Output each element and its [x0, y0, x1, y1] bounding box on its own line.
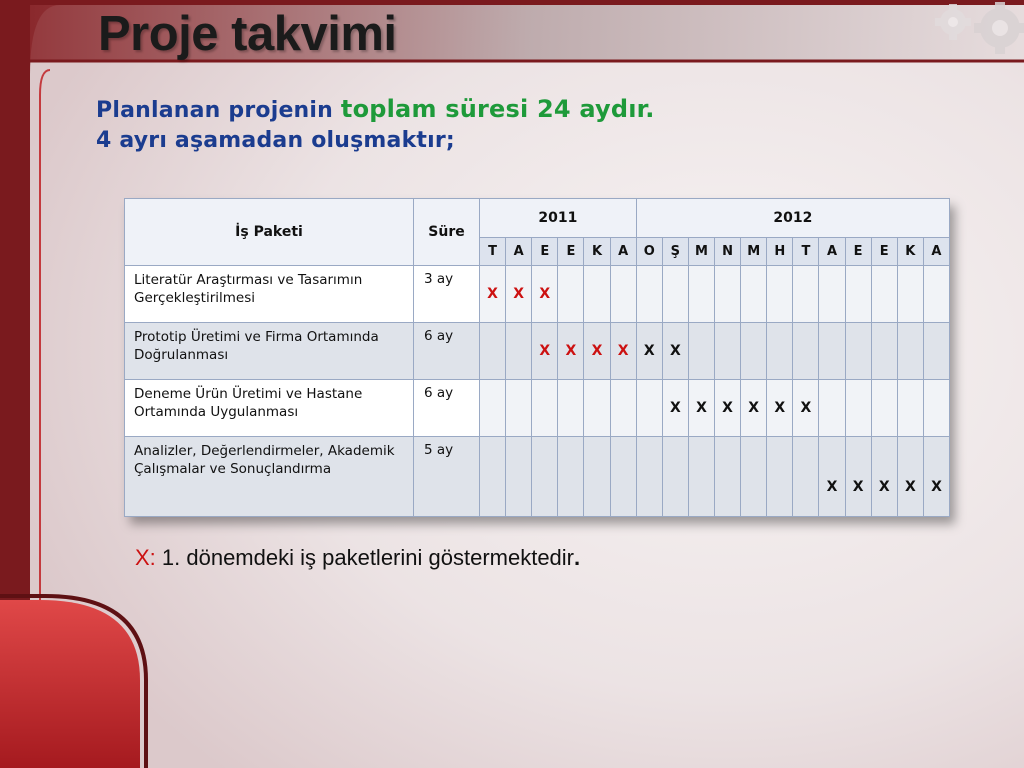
schedule-mark: X [923, 437, 949, 517]
schedule-cell [845, 266, 871, 323]
schedule-cell [741, 266, 767, 323]
schedule-cell [819, 266, 845, 323]
schedule-cell [793, 323, 819, 380]
schedule-cell [584, 437, 610, 517]
schedule-mark: X [532, 266, 558, 323]
schedule-cell [480, 323, 506, 380]
schedule-cell [610, 266, 636, 323]
schedule-mark: X [636, 323, 662, 380]
schedule-cell [793, 266, 819, 323]
schedule-mark: X [793, 380, 819, 437]
task-name: Deneme Ürün Üretimi ve Hastane Ortamında Uygulanması [125, 380, 414, 437]
subtitle-highlight: toplam süresi 24 aydır. [340, 95, 655, 123]
schedule-cell [923, 380, 949, 437]
schedule-cell [819, 380, 845, 437]
subtitle-line-1 [96, 95, 655, 123]
month-header: A [819, 238, 845, 266]
schedule-mark: X [662, 380, 688, 437]
month-header: E [871, 238, 897, 266]
task-duration: 6 ay [414, 380, 480, 437]
schedule-cell [793, 437, 819, 517]
schedule-cell [923, 266, 949, 323]
schedule-cell [584, 266, 610, 323]
month-header: M [688, 238, 714, 266]
task-name: Literatür Araştırması ve Tasarımın Gerçekleştirilmesi [125, 266, 414, 323]
schedule-cell [715, 437, 741, 517]
header-year-2011: 2011 [480, 199, 637, 238]
schedule-cell [506, 380, 532, 437]
month-header: T [480, 238, 506, 266]
schedule-cell [897, 380, 923, 437]
schedule-cell [506, 437, 532, 517]
schedule-mark: X [845, 437, 871, 517]
slide-title: Proje takvimi [98, 7, 397, 61]
schedule-cell [584, 380, 610, 437]
task-duration: 5 ay [414, 437, 480, 517]
schedule-mark: X [897, 437, 923, 517]
schedule-cell [636, 266, 662, 323]
task-name: Analizler, Değerlendirmeler, Akademik Çalışmalar ve Sonuçlandırma [125, 437, 414, 517]
schedule-mark: X [741, 380, 767, 437]
month-header: A [610, 238, 636, 266]
legend-marker: X: [135, 545, 156, 570]
project-schedule-table [124, 198, 950, 517]
corner-accent [0, 600, 140, 768]
task-duration: 3 ay [414, 266, 480, 323]
schedule-cell [741, 437, 767, 517]
table-row [125, 437, 950, 517]
schedule-cell [688, 266, 714, 323]
month-header: H [767, 238, 793, 266]
month-header: N [715, 238, 741, 266]
schedule-cell [845, 323, 871, 380]
schedule-cell [871, 323, 897, 380]
schedule-mark: X [715, 380, 741, 437]
schedule-cell [715, 266, 741, 323]
month-header: K [584, 238, 610, 266]
schedule-mark: X [610, 323, 636, 380]
month-header: T [793, 238, 819, 266]
schedule-cell [897, 323, 923, 380]
schedule-cell [688, 323, 714, 380]
subtitle-prefix: Planlanan projenin [96, 98, 341, 123]
legend-period: . [574, 545, 581, 570]
schedule-cell [845, 380, 871, 437]
month-header: K [897, 238, 923, 266]
table-row [125, 323, 950, 380]
month-header: M [741, 238, 767, 266]
schedule-cell [767, 437, 793, 517]
header-year-2012: 2012 [636, 199, 949, 238]
schedule-cell [662, 437, 688, 517]
schedule-cell [636, 380, 662, 437]
schedule-cell [480, 380, 506, 437]
schedule-cell [636, 437, 662, 517]
schedule-mark: X [767, 380, 793, 437]
header-duration: Süre [414, 199, 480, 266]
schedule-cell [715, 323, 741, 380]
schedule-mark: X [532, 323, 558, 380]
schedule-cell [610, 380, 636, 437]
schedule-cell [532, 437, 558, 517]
schedule-mark: X [871, 437, 897, 517]
schedule-cell [923, 323, 949, 380]
legend-note [135, 545, 580, 571]
schedule-mark: X [688, 380, 714, 437]
schedule-cell [610, 437, 636, 517]
table-row [125, 380, 950, 437]
schedule-mark: X [819, 437, 845, 517]
month-header: Ş [662, 238, 688, 266]
schedule-cell [558, 266, 584, 323]
schedule-cell [558, 437, 584, 517]
month-header: E [558, 238, 584, 266]
schedule-mark: X [480, 266, 506, 323]
schedule-cell [767, 323, 793, 380]
schedule-cell [767, 266, 793, 323]
schedule-cell [819, 323, 845, 380]
schedule-cell [871, 266, 897, 323]
table-header-row [125, 199, 950, 238]
schedule-cell [871, 380, 897, 437]
project-schedule-table-wrapper [124, 198, 949, 516]
schedule-mark: X [558, 323, 584, 380]
subtitle-line-2: 4 ayrı aşamadan oluşmaktır; [96, 128, 455, 153]
month-header: E [532, 238, 558, 266]
month-header: O [636, 238, 662, 266]
month-header: E [845, 238, 871, 266]
task-duration: 6 ay [414, 323, 480, 380]
schedule-cell [532, 380, 558, 437]
table-row [125, 266, 950, 323]
task-name: Prototip Üretimi ve Firma Ortamında Doğrulanması [125, 323, 414, 380]
schedule-cell [506, 323, 532, 380]
schedule-mark: X [662, 323, 688, 380]
schedule-mark: X [584, 323, 610, 380]
schedule-cell [741, 323, 767, 380]
schedule-cell [688, 437, 714, 517]
schedule-cell [662, 266, 688, 323]
schedule-cell [480, 437, 506, 517]
month-header: A [923, 238, 949, 266]
header-task: İş Paketi [125, 199, 414, 266]
schedule-cell [897, 266, 923, 323]
month-header: A [506, 238, 532, 266]
schedule-mark: X [506, 266, 532, 323]
schedule-cell [558, 380, 584, 437]
legend-text: 1. dönemdeki iş paketlerini göstermektedir [155, 545, 575, 570]
